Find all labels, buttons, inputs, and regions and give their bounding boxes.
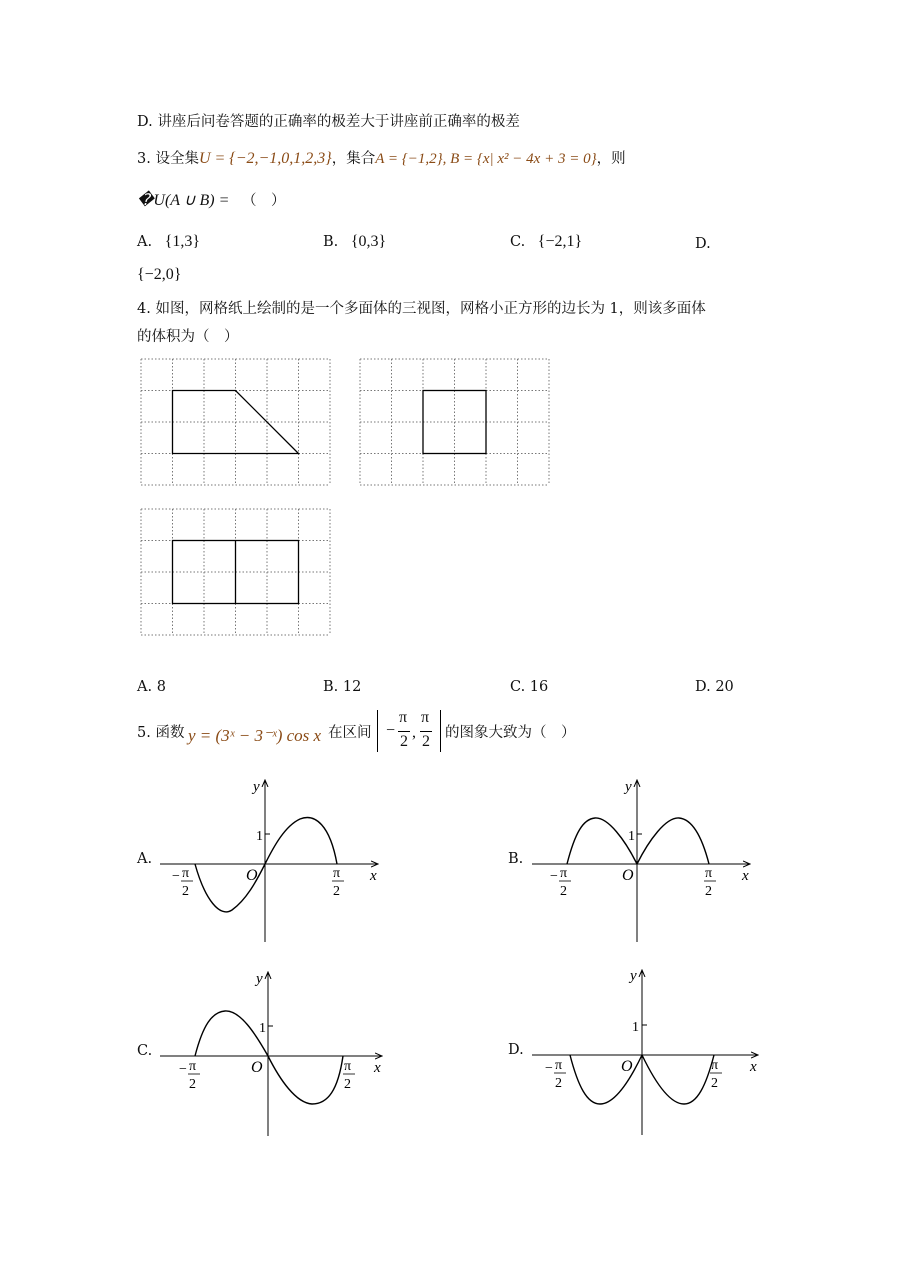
q5-mid: 在区间: [328, 725, 372, 741]
q3-option-d-value: {−2,0}: [137, 266, 182, 283]
pi-label: π: [189, 1059, 197, 1074]
y-label: y: [630, 968, 637, 984]
interval-two-1: 2: [400, 733, 408, 750]
q4-line1: 4. 如图，网格纸上绘制的是一个多面体的三视图，网格小正方形的边长为 1，则该多面体: [137, 301, 706, 317]
unit-label: 1: [632, 1020, 639, 1035]
x-label: x: [370, 868, 377, 884]
two-label: 2: [711, 1076, 718, 1091]
y-label: y: [625, 779, 632, 795]
option-value: {0,3}: [350, 233, 387, 250]
q4-line2: 的体积为（ ）: [137, 329, 239, 345]
q3-mid: ，集合: [331, 151, 376, 167]
y-label: y: [253, 779, 260, 795]
two-label: 2: [555, 1076, 562, 1091]
origin-label: O: [622, 867, 634, 884]
option-value: {−2,1}: [537, 233, 583, 250]
graph-a: [160, 779, 378, 942]
x-label: x: [750, 1059, 757, 1075]
q4-option-b: B. 12: [323, 679, 362, 695]
origin-label: O: [251, 1059, 263, 1076]
graph-c-letter: C.: [137, 1043, 153, 1059]
q3-universal-set: U = {−2,−1,0,1,2,3}: [198, 150, 332, 167]
curve: [195, 818, 337, 912]
q4-option-d: D. 20: [695, 679, 734, 695]
interval-pi-1: π: [399, 709, 408, 726]
interval-pi-2: π: [421, 709, 430, 726]
two-label: 2: [705, 884, 712, 899]
q5-prefix: 5. 函数: [137, 725, 185, 741]
option-value: {1,3}: [164, 233, 201, 250]
pi-label: π: [333, 866, 341, 881]
pi-label: π: [711, 1058, 719, 1073]
x-label: x: [742, 868, 749, 884]
two-label: 2: [344, 1077, 351, 1092]
q3-prefix: 3. 设全集: [137, 151, 199, 167]
option-letter: A.: [137, 234, 153, 250]
unit-label: 1: [256, 829, 263, 844]
x-label: x: [374, 1060, 381, 1076]
neg-sign: −: [545, 1061, 553, 1076]
curve: [567, 818, 709, 864]
q3-bracket: （ ）: [242, 193, 286, 209]
two-label: 2: [560, 884, 567, 899]
graph-c: [160, 971, 382, 1136]
q2-option-d: D. 讲座后问卷答题的正确率的极差大于讲座前正确率的极差: [137, 114, 520, 130]
two-label: 2: [333, 884, 340, 899]
two-label: 2: [189, 1077, 196, 1092]
neg-sign: −: [172, 869, 180, 884]
option-letter: B.: [323, 234, 339, 250]
unit-label: 1: [259, 1021, 266, 1036]
interval-two-2: 2: [422, 733, 430, 750]
graph-b: [532, 779, 750, 942]
unit-label: 1: [628, 829, 635, 844]
interval-minus: −: [386, 722, 396, 739]
graph-d: [532, 968, 758, 1135]
option-letter: C.: [510, 234, 526, 250]
graph-b-letter: B.: [508, 851, 524, 867]
q3-sets-ab: A = {−1,2}, B = {x| x² − 4x + 3 = 0}: [375, 151, 597, 167]
y-label: y: [256, 971, 263, 987]
origin-label: O: [246, 867, 258, 884]
q3-complement: �U(A ∪ B) =: [137, 192, 230, 209]
pi-label: π: [182, 866, 190, 881]
pi-label: π: [555, 1058, 563, 1073]
two-label: 2: [182, 884, 189, 899]
q3-option-d-letter: D.: [695, 236, 711, 252]
pi-label: π: [560, 866, 568, 881]
q5-function: y = (3ˣ − 3⁻ˣ) cos x: [188, 726, 322, 745]
q3-suffix: ，则: [596, 151, 626, 167]
neg-sign: −: [179, 1062, 187, 1077]
pi-label: π: [705, 866, 713, 881]
neg-sign: −: [550, 869, 558, 884]
origin-label: O: [621, 1058, 633, 1075]
graph-d-letter: D.: [508, 1042, 524, 1058]
pi-label: π: [344, 1059, 352, 1074]
graph-a-letter: A.: [137, 851, 153, 867]
q5-suffix: 的图象大致为（ ）: [445, 725, 576, 741]
q4-option-c: C. 16: [510, 679, 549, 695]
curve: [195, 1011, 343, 1104]
q4-option-a: A. 8: [137, 679, 166, 695]
interval-comma: ,: [412, 724, 416, 741]
